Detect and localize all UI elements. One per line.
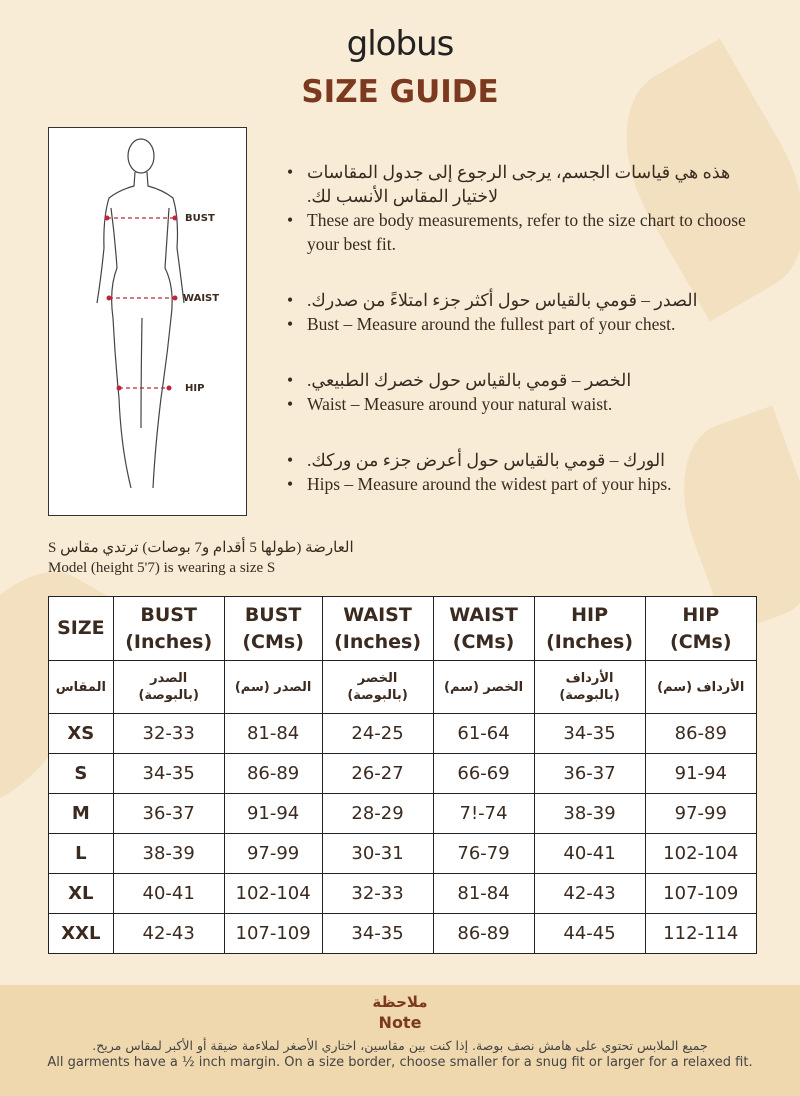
table-cell: 36-37 bbox=[534, 754, 645, 794]
cell-text: HIP bbox=[571, 603, 608, 626]
table-cell: 28-29 bbox=[322, 794, 433, 834]
table-cell: 81-84 bbox=[433, 874, 534, 914]
cell-text: الأرداف bbox=[565, 671, 614, 686]
table-cell bbox=[433, 597, 534, 661]
size-chart-table bbox=[48, 596, 757, 954]
table-cell bbox=[113, 661, 224, 714]
table-cell bbox=[645, 661, 756, 714]
hip-label: HIP bbox=[185, 383, 205, 394]
table-cell: 81-84 bbox=[224, 714, 322, 754]
cell-text: (CMs) bbox=[670, 630, 732, 653]
cell-text: المقاس bbox=[55, 679, 106, 695]
table-row bbox=[49, 914, 757, 954]
table-cell: 107-109 bbox=[645, 874, 756, 914]
instruction-ar: • الصدر – قومي بالقياس حول أكثر جزء امتلاءً من صدرك. bbox=[287, 288, 747, 312]
table-cell: 107-109 bbox=[224, 914, 322, 954]
body-measurement-figure bbox=[48, 127, 247, 516]
table-header-row bbox=[49, 597, 757, 661]
table-cell bbox=[322, 661, 433, 714]
table-cell bbox=[49, 597, 114, 661]
table-row bbox=[49, 714, 757, 754]
instruction-en: • Bust – Measure around the fullest part of your chest. bbox=[287, 312, 747, 336]
instruction-en: • These are body measurements, refer to the size chart to choose your best fit. bbox=[287, 208, 747, 256]
table-cell: 38-39 bbox=[113, 834, 224, 874]
table-cell: 76-79 bbox=[433, 834, 534, 874]
table-cell: 112-114 bbox=[645, 914, 756, 954]
model-info-en: Model (height 5'7) is wearing a size S bbox=[48, 560, 276, 576]
table-cell: 24-25 bbox=[322, 714, 433, 754]
table-cell: S bbox=[49, 754, 114, 794]
model-info-ar: العارضة (طولها 5 أقدام و7 بوصات) ترتدي مقاس S bbox=[48, 540, 354, 556]
table-cell: 86-89 bbox=[224, 754, 322, 794]
table-cell: 36-37 bbox=[113, 794, 224, 834]
table-cell bbox=[534, 597, 645, 661]
bust-label: BUST bbox=[185, 213, 215, 224]
table-row bbox=[49, 874, 757, 914]
table-cell: 7!-74 bbox=[433, 794, 534, 834]
table-cell: 34-35 bbox=[113, 754, 224, 794]
table-cell: 32-33 bbox=[322, 874, 433, 914]
table-cell: 30-31 bbox=[322, 834, 433, 874]
table-cell: 86-89 bbox=[645, 714, 756, 754]
table-cell: 34-35 bbox=[322, 914, 433, 954]
cell-text: الصدر bbox=[150, 671, 188, 686]
table-cell bbox=[322, 597, 433, 661]
cell-text: WAIST bbox=[343, 603, 412, 626]
table-cell bbox=[645, 597, 756, 661]
table-cell: 32-33 bbox=[113, 714, 224, 754]
table-cell bbox=[224, 597, 322, 661]
cell-text: BUST bbox=[140, 603, 197, 626]
cell-text: (بالبوصة) bbox=[347, 688, 408, 703]
instruction-en: • Waist – Measure around your natural waist. bbox=[287, 392, 747, 416]
table-cell: 42-43 bbox=[534, 874, 645, 914]
cell-text: الأرداف (سم) bbox=[657, 679, 745, 695]
table-cell: 86-89 bbox=[433, 914, 534, 954]
note-text-ar: جميع الملابس تحتوي على هامش نصف بوصة. إذا كنت بين مقاسين، اختاري الأصغر لملاءمة ضيقة أو الأكبر لمقاس مريح. bbox=[92, 1038, 708, 1053]
note-section bbox=[0, 985, 800, 1096]
cell-text: (Inches) bbox=[125, 630, 213, 653]
table-cell: 97-99 bbox=[645, 794, 756, 834]
table-cell: 40-41 bbox=[534, 834, 645, 874]
brand-logo: globus bbox=[346, 24, 454, 64]
instruction-ar: • الورك – قومي بالقياس حول أعرض جزء من وركك. bbox=[287, 448, 747, 472]
cell-text: الخصر bbox=[357, 671, 398, 686]
table-row bbox=[49, 754, 757, 794]
cell-text: SIZE bbox=[57, 617, 105, 639]
instruction-en: • Hips – Measure around the widest part of your hips. bbox=[287, 472, 747, 496]
waist-label: WAIST bbox=[183, 293, 220, 304]
table-cell: XXL bbox=[49, 914, 114, 954]
table-cell: 38-39 bbox=[534, 794, 645, 834]
cell-text: (Inches) bbox=[334, 630, 422, 653]
cell-text: (بالبوصة) bbox=[138, 688, 199, 703]
table-cell: XL bbox=[49, 874, 114, 914]
table-cell: 102-104 bbox=[645, 834, 756, 874]
table-cell: 61-64 bbox=[433, 714, 534, 754]
table-cell: 42-43 bbox=[113, 914, 224, 954]
table-cell: 102-104 bbox=[224, 874, 322, 914]
table-cell: 66-69 bbox=[433, 754, 534, 794]
instruction-ar: • الخصر – قومي بالقياس حول خصرك الطبيعي. bbox=[287, 368, 747, 392]
table-cell: M bbox=[49, 794, 114, 834]
model-info bbox=[48, 538, 354, 578]
table-cell: XS bbox=[49, 714, 114, 754]
table-cell bbox=[113, 597, 224, 661]
cell-text: (CMs) bbox=[452, 630, 515, 653]
cell-text: (Inches) bbox=[546, 630, 634, 653]
cell-text: الخصر (سم) bbox=[444, 679, 524, 695]
cell-text: HIP bbox=[682, 603, 720, 626]
instruction-ar: • هذه هي قياسات الجسم، يرجى الرجوع إلى جدول المقاسات لاختيار المقاس الأنسب لك. bbox=[287, 160, 747, 208]
table-cell: 91-94 bbox=[224, 794, 322, 834]
table-cell bbox=[224, 661, 322, 714]
table-row bbox=[49, 794, 757, 834]
table-cell: 97-99 bbox=[224, 834, 322, 874]
table-header-row bbox=[49, 661, 757, 714]
table-row bbox=[49, 834, 757, 874]
note-text-en: All garments have a ½ inch margin. On a size border, choose smaller for a snug fit or larger for a relaxed fit. bbox=[47, 1055, 753, 1070]
cell-text: (بالبوصة) bbox=[559, 688, 620, 703]
table-cell bbox=[433, 661, 534, 714]
page-title: SIZE GUIDE bbox=[301, 74, 499, 110]
cell-text: BUST bbox=[244, 603, 302, 626]
table-cell: 34-35 bbox=[534, 714, 645, 754]
measurement-instructions bbox=[287, 160, 747, 528]
cell-text: الصدر (سم) bbox=[234, 679, 312, 695]
note-title-ar: ملاحظة bbox=[372, 993, 428, 1011]
cell-text: (CMs) bbox=[242, 630, 304, 653]
note-title-en: Note bbox=[378, 1013, 422, 1032]
table-cell: 91-94 bbox=[645, 754, 756, 794]
table-cell: 44-45 bbox=[534, 914, 645, 954]
table-cell: 40-41 bbox=[113, 874, 224, 914]
table-cell: L bbox=[49, 834, 114, 874]
table-cell: 26-27 bbox=[322, 754, 433, 794]
cell-text: WAIST bbox=[449, 603, 518, 626]
table-cell bbox=[534, 661, 645, 714]
table-cell bbox=[49, 661, 114, 714]
